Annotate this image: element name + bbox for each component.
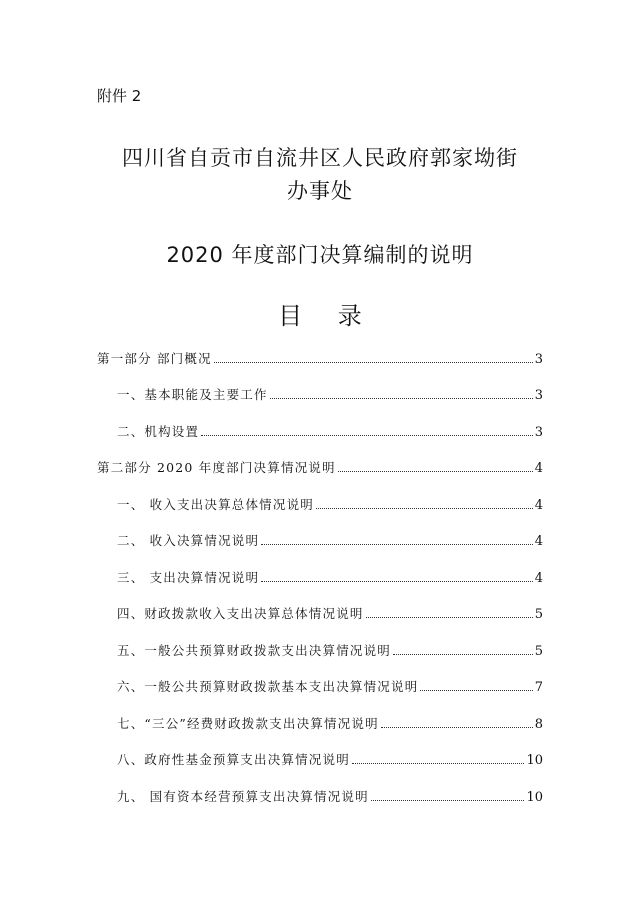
toc-entry-2-2[interactable] — [117, 532, 543, 550]
toc-entry-part-1[interactable] — [97, 350, 543, 368]
toc-leader-dots — [261, 580, 533, 582]
toc-entry-2-7[interactable] — [117, 715, 543, 733]
toc-entry-2-8[interactable] — [117, 751, 543, 769]
document-subtitle: 2020 年度部门决算编制的说明 — [166, 243, 474, 267]
toc-heading: 目 录 — [278, 302, 376, 330]
toc-entry-page: 3 — [534, 388, 543, 403]
toc-leader-dots — [201, 434, 533, 436]
document-title-line-1: 四川省自贡市自流井区人民政府郭家坳街 — [122, 146, 518, 170]
toc-leader-dots — [371, 799, 525, 801]
attachment-label: 附件 2 — [97, 87, 142, 105]
toc-entry-2-1[interactable] — [117, 496, 543, 514]
toc-entry-page: 8 — [534, 717, 543, 732]
toc-entry-label: 二、机构设置 — [117, 424, 200, 439]
toc-entry-page: 7 — [534, 680, 543, 695]
toc-entry-2-9[interactable] — [117, 788, 543, 806]
toc-entry-label: 三、 支出决算情况说明 — [117, 570, 260, 585]
toc-entry-part-2[interactable] — [97, 459, 543, 477]
toc-entry-label: 一、基本职能及主要工作 — [117, 387, 268, 402]
toc-entry-2-6[interactable] — [117, 678, 543, 696]
toc-entry-label: 第一部分 部门概况 — [97, 351, 212, 366]
toc-entry-1-2[interactable] — [117, 423, 543, 441]
toc-leader-dots — [393, 653, 533, 655]
toc-leader-dots — [366, 616, 533, 618]
toc-leader-dots — [261, 543, 533, 545]
toc-leader-dots — [352, 762, 525, 764]
toc-entry-label: 五、一般公共预算财政拨款支出决算情况说明 — [117, 643, 392, 658]
toc-entry-page: 3 — [534, 352, 543, 367]
toc-entry-page: 4 — [534, 498, 543, 513]
toc-entry-2-3[interactable] — [117, 569, 543, 587]
toc-leader-dots — [316, 507, 533, 509]
toc-entry-label: 九、 国有资本经营预算支出决算情况说明 — [117, 789, 369, 804]
toc-entry-1-1[interactable] — [117, 386, 543, 404]
toc-entry-page: 5 — [534, 607, 543, 622]
toc-entry-2-5[interactable] — [117, 642, 543, 660]
toc-entry-page: 4 — [534, 461, 543, 476]
toc-entry-label: 第二部分 2020 年度部门决算情况说明 — [97, 460, 336, 475]
toc-entry-page: 10 — [526, 790, 543, 805]
toc-entry-page: 3 — [534, 425, 543, 440]
toc-entry-label: 八、政府性基金预算支出决算情况说明 — [117, 752, 350, 767]
toc-entry-2-4[interactable] — [117, 605, 543, 623]
toc-entry-page: 10 — [526, 753, 543, 768]
toc-entry-label: 四、财政拨款收入支出决算总体情况说明 — [117, 606, 364, 621]
toc-leader-dots — [214, 361, 533, 363]
toc-entry-label: 一、 收入支出决算总体情况说明 — [117, 497, 314, 512]
toc-entry-label: 六、一般公共预算财政拨款基本支出决算情况说明 — [117, 679, 419, 694]
toc-leader-dots — [381, 726, 533, 728]
toc-leader-dots — [270, 397, 533, 399]
toc-entry-page: 5 — [534, 644, 543, 659]
toc-leader-dots — [420, 689, 532, 691]
toc-entry-label: 二、 收入决算情况说明 — [117, 533, 260, 548]
toc-leader-dots — [338, 470, 533, 472]
toc-entry-label: 七、“三公”经费财政拨款支出决算情况说明 — [117, 716, 379, 731]
toc-entry-page: 4 — [534, 571, 543, 586]
document-title-line-2: 办事处 — [287, 179, 353, 203]
toc-entry-page: 4 — [534, 534, 543, 549]
